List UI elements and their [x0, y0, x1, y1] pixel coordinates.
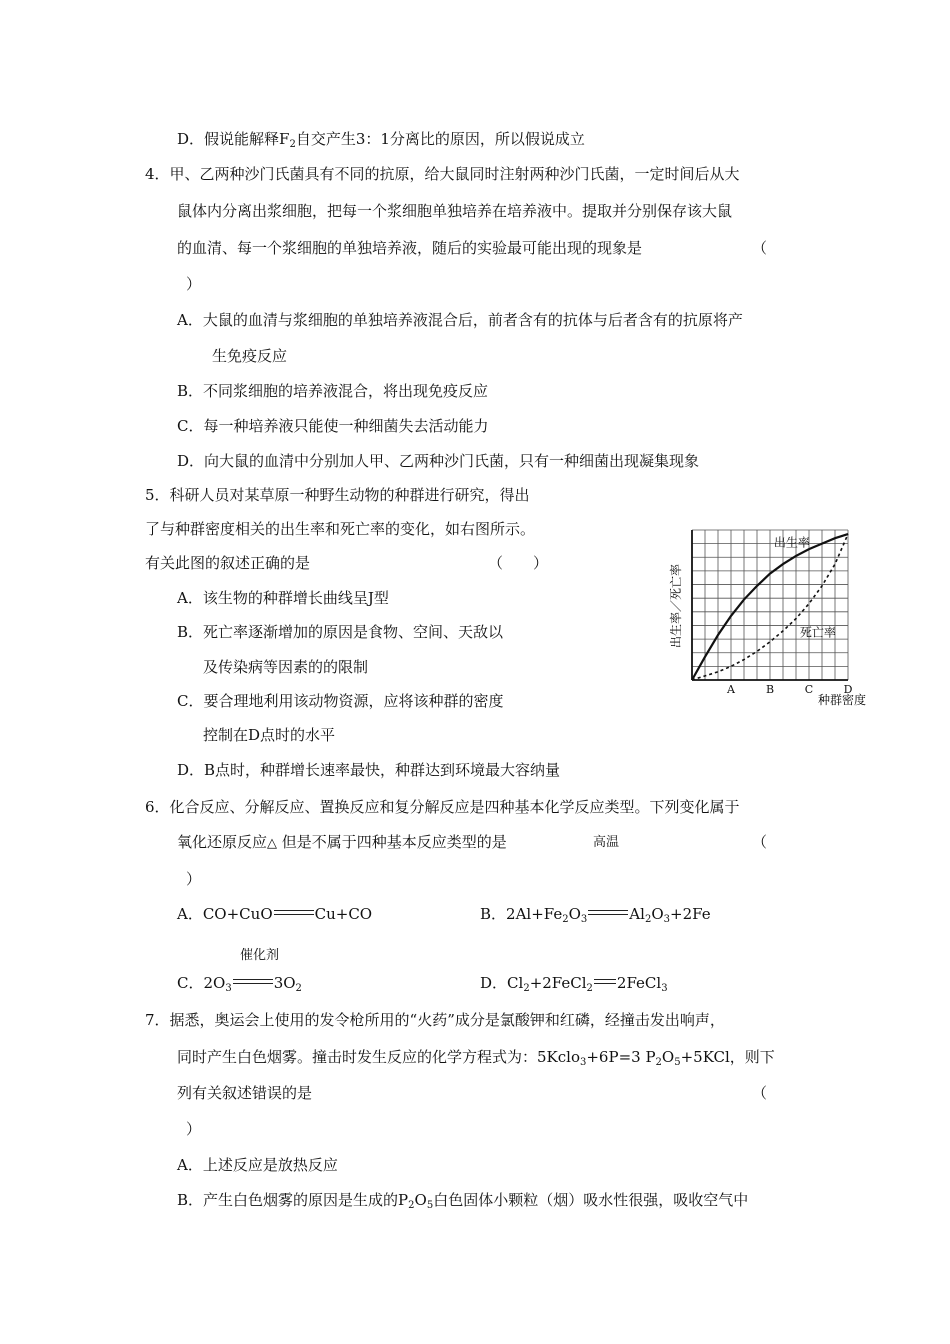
q4-option-c: C．每一种培养液只能使一种细菌失去活动能力 — [177, 417, 489, 435]
q6-option-b: B．$2Al+Fe_2O_3$ $Al_2O_3+2Fe$ — [480, 905, 711, 925]
q6-option-d: D．$Cl_2+2FeCl_2$ 2FeCl$_3$ — [480, 974, 668, 994]
q7-option-a: A．上述反应是放热反应 — [177, 1156, 338, 1174]
x-tick-label: C — [804, 683, 814, 696]
q4-stem-line1: 4．甲、乙两种沙门氏菌具有不同的抗原，给大鼠同时注射两种沙门氏菌，一定时间后从大 — [145, 165, 740, 183]
q4-stem-line3: 的血清、每一个浆细胞的单独培养液，随后的实验最可能出现的现象是 — [177, 239, 643, 257]
q6-stem-line2: 氧化还原反应△ 但是不属于四种基本反应类型的是 — [177, 833, 507, 851]
q5-option-b-line1: B．死亡率逐渐增加的原因是食物、空间、天敌以 — [177, 623, 504, 641]
q6-option-c: C．$2O_3$ $3O_2$ — [177, 974, 302, 994]
q4-option-a-line1: A．大鼠的血清与浆细胞的单独培养液混合后，前者含有的抗体与后者含有的抗原将产 — [177, 311, 743, 329]
q6-condition-high-temp: 高温 — [593, 835, 620, 850]
q5-stem-line3: 有关此图的叙述正确的是 — [145, 554, 311, 572]
q5-stem-line2: 了与种群密度相关的出生率和死亡率的变化，如右图所示。 — [145, 520, 536, 538]
q4-option-d: D．向大鼠的血清中分别加人甲、乙两种沙门氏菌，只有一种细菌出现凝集现象 — [177, 452, 700, 470]
q6-option-a: A．CO+CuO Cu+CO — [177, 905, 373, 923]
chart-y-axis-label: 出生率／死亡率 — [669, 563, 683, 649]
chart-x-axis-label: 种群密度 — [817, 693, 867, 707]
q6-condition-catalyst: 催化剂 — [240, 948, 280, 963]
q4-paren-open: （ — [752, 239, 768, 257]
x-tick-label: B — [765, 683, 775, 696]
q5-option-b-line2: 及传染病等因素的的限制 — [203, 658, 369, 676]
q7-stem-line1: 7．据悉，奥运会上使用的发令枪所用的“火药”成分是氯酸钾和红磷，经撞击发出响声， — [145, 1011, 725, 1029]
chart-grid — [692, 530, 848, 680]
q7-stem-line2: 同时产生白色烟雾。撞击时发生反应的化学方程式为：5Kclo$_3$+6P=3 $P_2O_5+5KCl$，则下 — [177, 1048, 775, 1068]
q7-paren-open: （ — [752, 1084, 768, 1102]
birth-death-rate-chart — [668, 520, 878, 720]
q4-stem-line2: 鼠体内分离出浆细胞，把每一个浆细胞单独培养在培养液中。提取并分别保存该大鼠 — [177, 202, 733, 220]
x-tick-label: D — [843, 683, 853, 696]
q5-option-d: D．B点时，种群增长速率最快，种群达到环境最大容纳量 — [177, 761, 561, 779]
equation-bar — [594, 979, 616, 984]
x-tick-label: A — [727, 683, 735, 696]
q7-paren-close: ） — [186, 1120, 202, 1138]
equation-bar — [233, 979, 273, 984]
q4-option-b: B．不同浆细胞的培养液混合，将出现免疫反应 — [177, 382, 489, 400]
q6-paren-open: （ — [752, 833, 768, 851]
series-label: 死亡率 — [799, 625, 836, 640]
q5-stem-line1: 5．科研人员对某草原一种野生动物的种群进行研究，得出 — [145, 486, 530, 504]
q6-stem-line1: 6．化合反应、分解反应、置换反应和复分解反应是四种基本化学反应类型。下列变化属于 — [145, 798, 740, 816]
chart-labels — [726, 534, 853, 696]
series-label: 出生率 — [773, 535, 810, 550]
equation-bar — [274, 910, 314, 915]
q5-paren: （ ） — [488, 554, 549, 572]
equation-bar — [588, 910, 628, 915]
q7-option-b: B．产生白色烟雾的原因是生成的$P_2O_5$白色固体小颗粒（烟）吸水性很强，吸收空气中 — [177, 1191, 749, 1211]
q4-paren-close: ） — [186, 275, 202, 293]
q6-paren-close: ） — [186, 870, 202, 888]
q5-option-c-line2: 控制在D点时的水平 — [203, 726, 336, 744]
q3-option-d: D．假说能解释$F_2$自交产生3：1分离比的原因，所以假说成立 — [177, 130, 585, 150]
q7-stem-line3: 列有关叙述错误的是 — [177, 1084, 313, 1102]
q4-option-a-line2: 生免疫反应 — [212, 347, 288, 365]
q5-option-c-line1: C．要合理地利用该动物资源，应将该种群的密度 — [177, 692, 504, 710]
q5-option-a: A．该生物的种群增长曲线呈J型 — [177, 589, 389, 607]
